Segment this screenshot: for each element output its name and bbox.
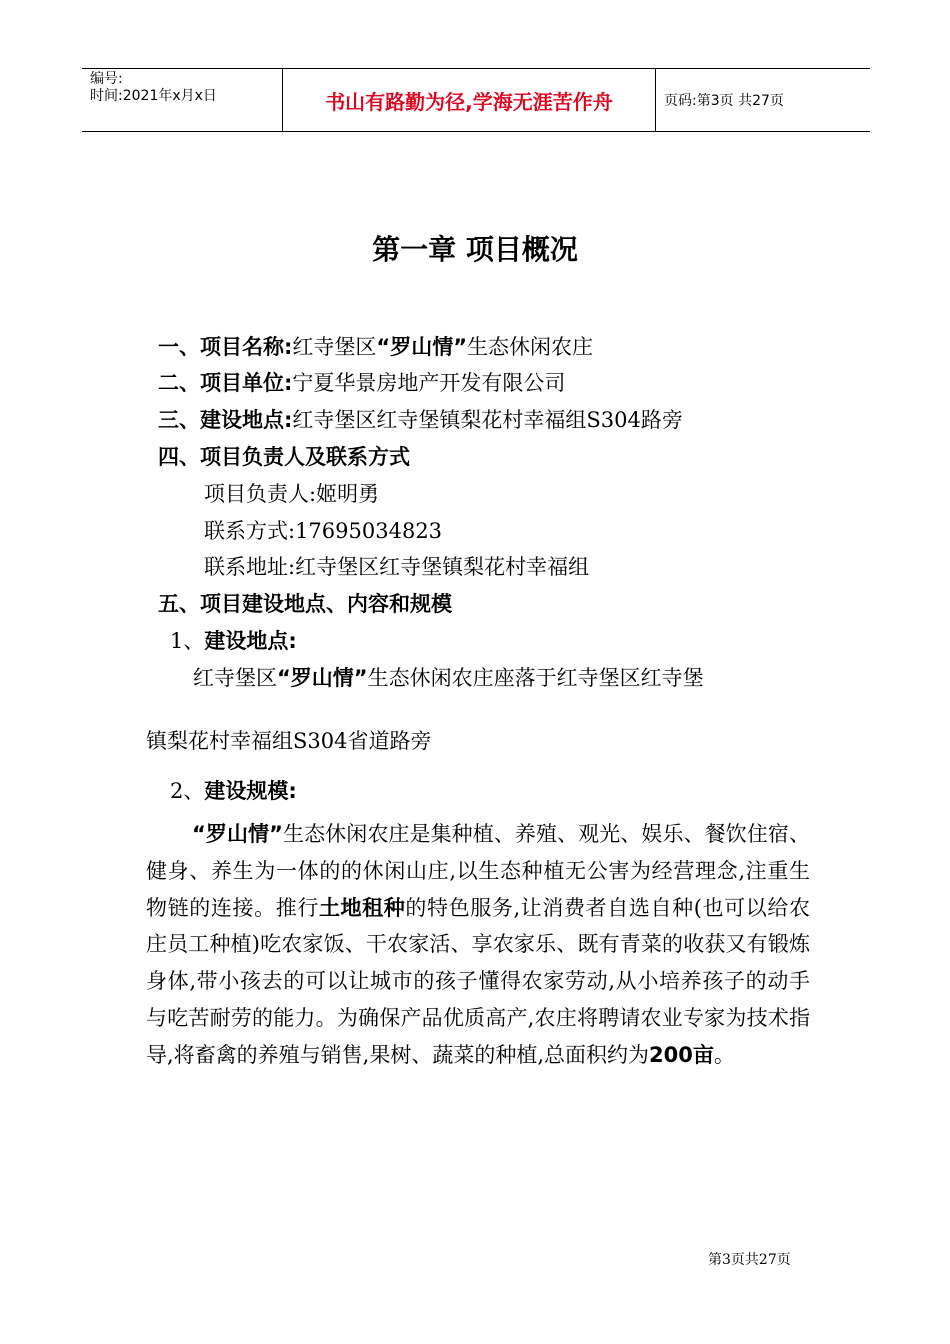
- item-project-name: [158, 332, 593, 362]
- item-value: 宁夏华景房地产开发有限公司: [292, 371, 566, 395]
- site-text-line1: [193, 663, 704, 693]
- number-label: 编号:: [90, 71, 123, 87]
- bold-area: 200亩: [649, 1042, 714, 1067]
- page-footer: 第3页共27页: [708, 1252, 791, 1268]
- text-fragment: 红寺堡区: [193, 666, 277, 690]
- item-value-rest: 生态休闲农庄: [467, 335, 594, 359]
- scope-heading: 五、项目建设地点、内容和规模: [158, 592, 452, 616]
- scale-paragraph: [146, 816, 810, 1074]
- site-text-line2: 镇梨花村幸福组S304省道路旁: [146, 729, 432, 753]
- sub-heading-site: [170, 626, 297, 656]
- quoted-name: “罗山情”: [277, 666, 368, 690]
- item-project-unit: [158, 368, 565, 398]
- sub-number: 1、: [170, 629, 205, 653]
- header-motto: 书山有路勤为径,学海无涯苦作舟: [282, 69, 656, 131]
- sub-heading-scale: [170, 776, 297, 806]
- item-value: 红寺堡区红寺堡镇梨花村幸福组S304路旁: [292, 408, 683, 432]
- text-fragment: 。: [713, 1042, 735, 1067]
- chapter-title: 第一章 项目概况: [372, 233, 578, 266]
- text-fragment: 生态休闲农庄是集种植、养殖、观光、娱乐、餐饮住宿、健身、养生为一体的的休闲山庄,以生态种植无公害为经营理念,注重生物链的连接。推行: [146, 822, 810, 920]
- time-label: 时间:2021年x月x日: [90, 88, 217, 104]
- item-label: 三、建设地点:: [158, 408, 293, 432]
- sub-label: 建设地点:: [204, 629, 297, 653]
- item-quoted: “罗山情”: [376, 335, 468, 359]
- contact-address: 联系地址:红寺堡区红寺堡镇梨花村幸福组: [204, 555, 590, 579]
- bold-term: 土地租种: [318, 895, 406, 920]
- contact-person: 项目负责人:姬明勇: [204, 482, 380, 506]
- quoted-name: “罗山情”: [192, 822, 283, 846]
- text-fragment: 生态休闲农庄座落于红寺堡区红寺堡: [367, 666, 704, 690]
- text-fragment: 的特色服务,让消费者自选自种(也可以给农庄员工种植)吃农家饭、干农家活、享农家乐、既有青菜的收获又有锻炼身体,带小孩去的可以让城市的孩子懂得农家劳动,从小培养孩子的动手与吃苦耐劳的能力。为确保产品优质高产,农庄将聘请农业专家为技术指导,将畜禽的养殖与销售,果树、蔬菜的种植,总面积约为: [146, 895, 810, 1067]
- item-label: 二、项目单位:: [158, 371, 293, 395]
- page-header: [82, 68, 870, 132]
- header-page-label: 页码:第3页 共27页: [664, 93, 784, 109]
- contact-heading: 四、项目负责人及联系方式: [158, 445, 410, 469]
- item-value: 红寺堡区: [292, 335, 377, 359]
- item-label: 一、项目名称:: [158, 335, 293, 359]
- header-meta: [82, 69, 282, 131]
- item-project-site: [158, 405, 683, 435]
- sub-number: 2、: [170, 779, 205, 803]
- contact-phone: 联系方式:17695034823: [204, 519, 443, 543]
- sub-label: 建设规模:: [204, 779, 297, 803]
